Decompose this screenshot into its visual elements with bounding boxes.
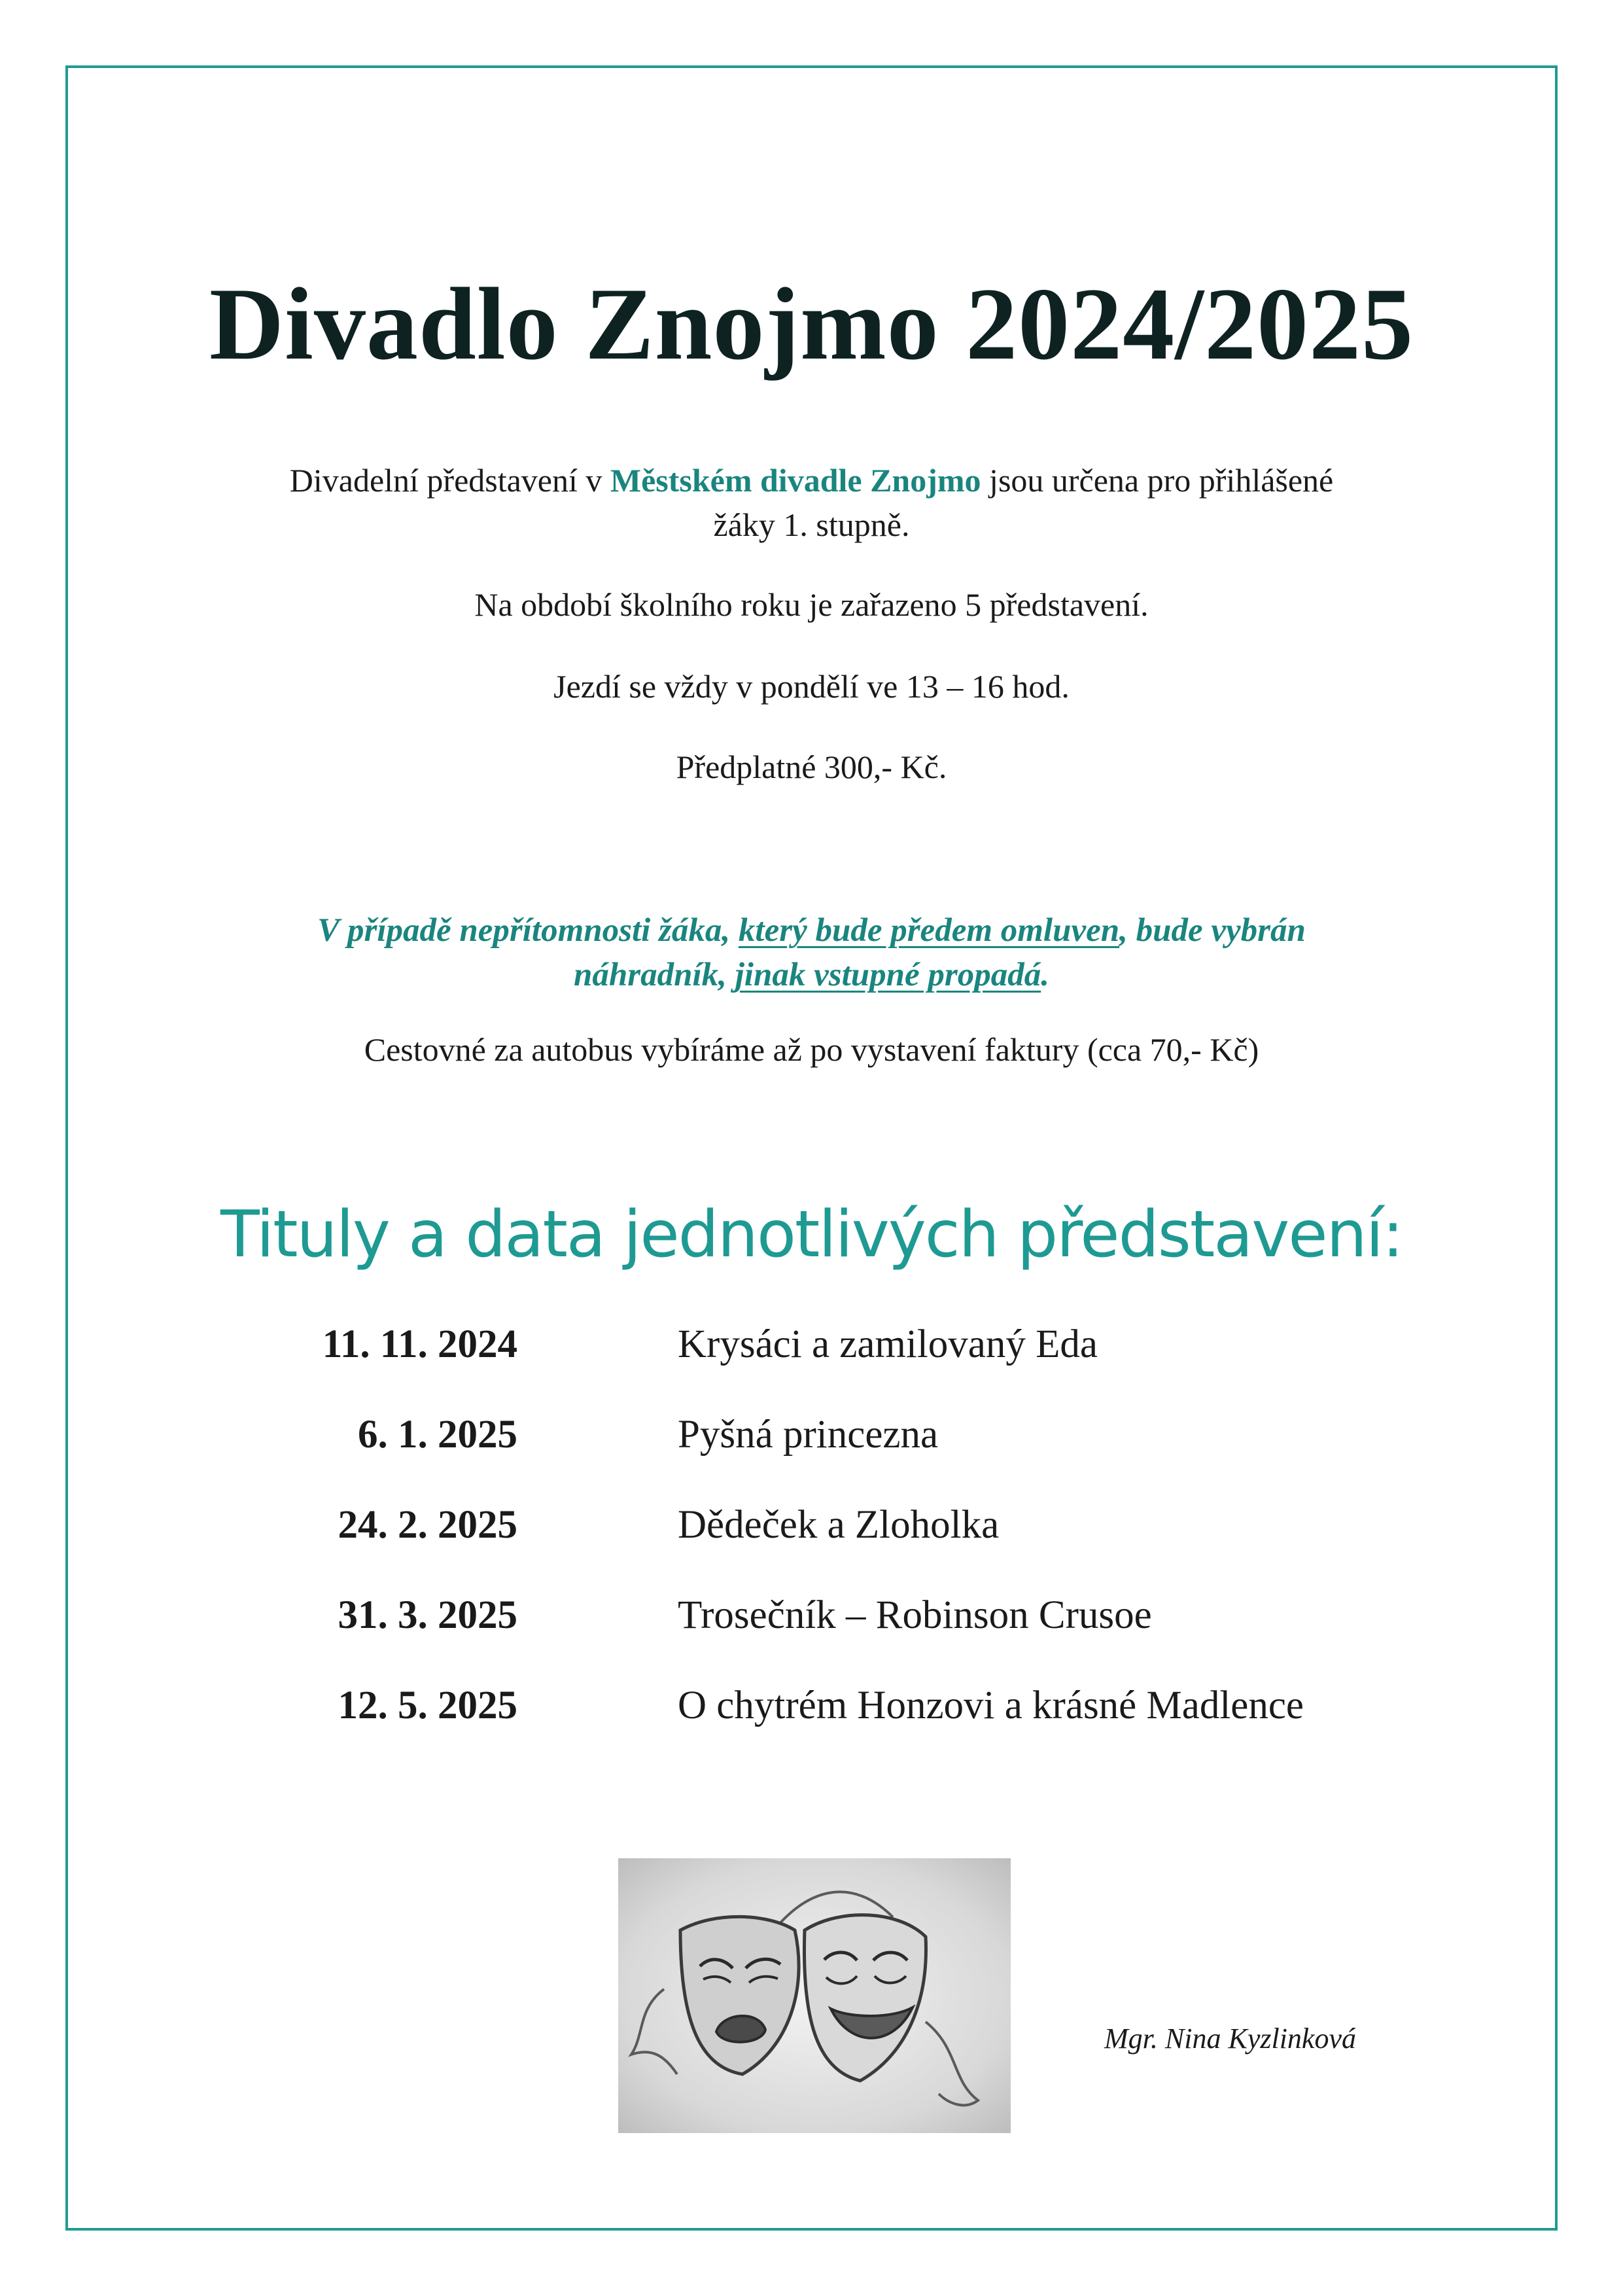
notice-part4: . xyxy=(1041,957,1049,993)
schedule-title: Trosečník – Robinson Crusoe xyxy=(678,1593,1152,1637)
schedule-title: O chytrém Honzovi a krásné Madlence xyxy=(678,1684,1304,1727)
intro-text-pre: Divadelní představení v xyxy=(289,462,610,499)
schedule-date: 12. 5. 2025 xyxy=(338,1684,517,1727)
performance-count: Na období školního roku je zařazeno 5 představení. xyxy=(474,586,1149,623)
subscription-price: Předplatné 300,- Kč. xyxy=(676,749,947,785)
travel-time: Jezdí se vždy v pondělí ve 13 – 16 hod. xyxy=(553,668,1070,705)
notice-underline1: který bude předem omluven xyxy=(738,912,1120,949)
notice-underline2: jinak vstupné propadá xyxy=(735,957,1041,993)
schedule-date: 24. 2. 2025 xyxy=(338,1503,517,1547)
schedule-row xyxy=(0,1502,1623,1555)
schedule-row xyxy=(0,1683,1623,1735)
schedule-date: 6. 1. 2025 xyxy=(358,1413,517,1457)
notice-part2: , bude vybrán xyxy=(1119,912,1306,949)
schedule-title: Pyšná princezna xyxy=(678,1413,939,1457)
intro-paragraph xyxy=(65,458,1558,547)
schedule-title: Krysáci a zamilovaný Eda xyxy=(678,1322,1098,1366)
schedule-title: Dědeček a Zloholka xyxy=(678,1503,1000,1547)
schedule-row xyxy=(0,1412,1623,1464)
theatre-name: Městském divadle Znojmo xyxy=(610,462,981,499)
page-title: Divadlo Znojmo 2024/2025 xyxy=(209,267,1414,381)
schedule-row xyxy=(0,1593,1623,1645)
intro-text-line2: žáky 1. stupně. xyxy=(713,506,910,543)
schedule-date: 11. 11. 2024 xyxy=(322,1322,517,1366)
schedule-row xyxy=(0,1322,1623,1374)
theatre-masks-image xyxy=(618,1858,1011,2133)
bus-fare-note: Cestovné za autobus vybíráme až po vystavení faktury (cca 70,- Kč) xyxy=(364,1031,1259,1068)
notice-part1: V případě nepřítomnosti žáka, xyxy=(317,912,739,949)
author-signature: Mgr. Nina Kyzlinková xyxy=(1104,2022,1356,2055)
schedule-heading: Tituly a data jednotlivých představení: xyxy=(220,1197,1403,1272)
notice-part3: náhradník, xyxy=(574,957,735,993)
schedule-date: 31. 3. 2025 xyxy=(338,1593,517,1637)
intro-text-post: jsou určena pro přihlášené xyxy=(981,462,1334,499)
absence-notice xyxy=(65,908,1558,997)
